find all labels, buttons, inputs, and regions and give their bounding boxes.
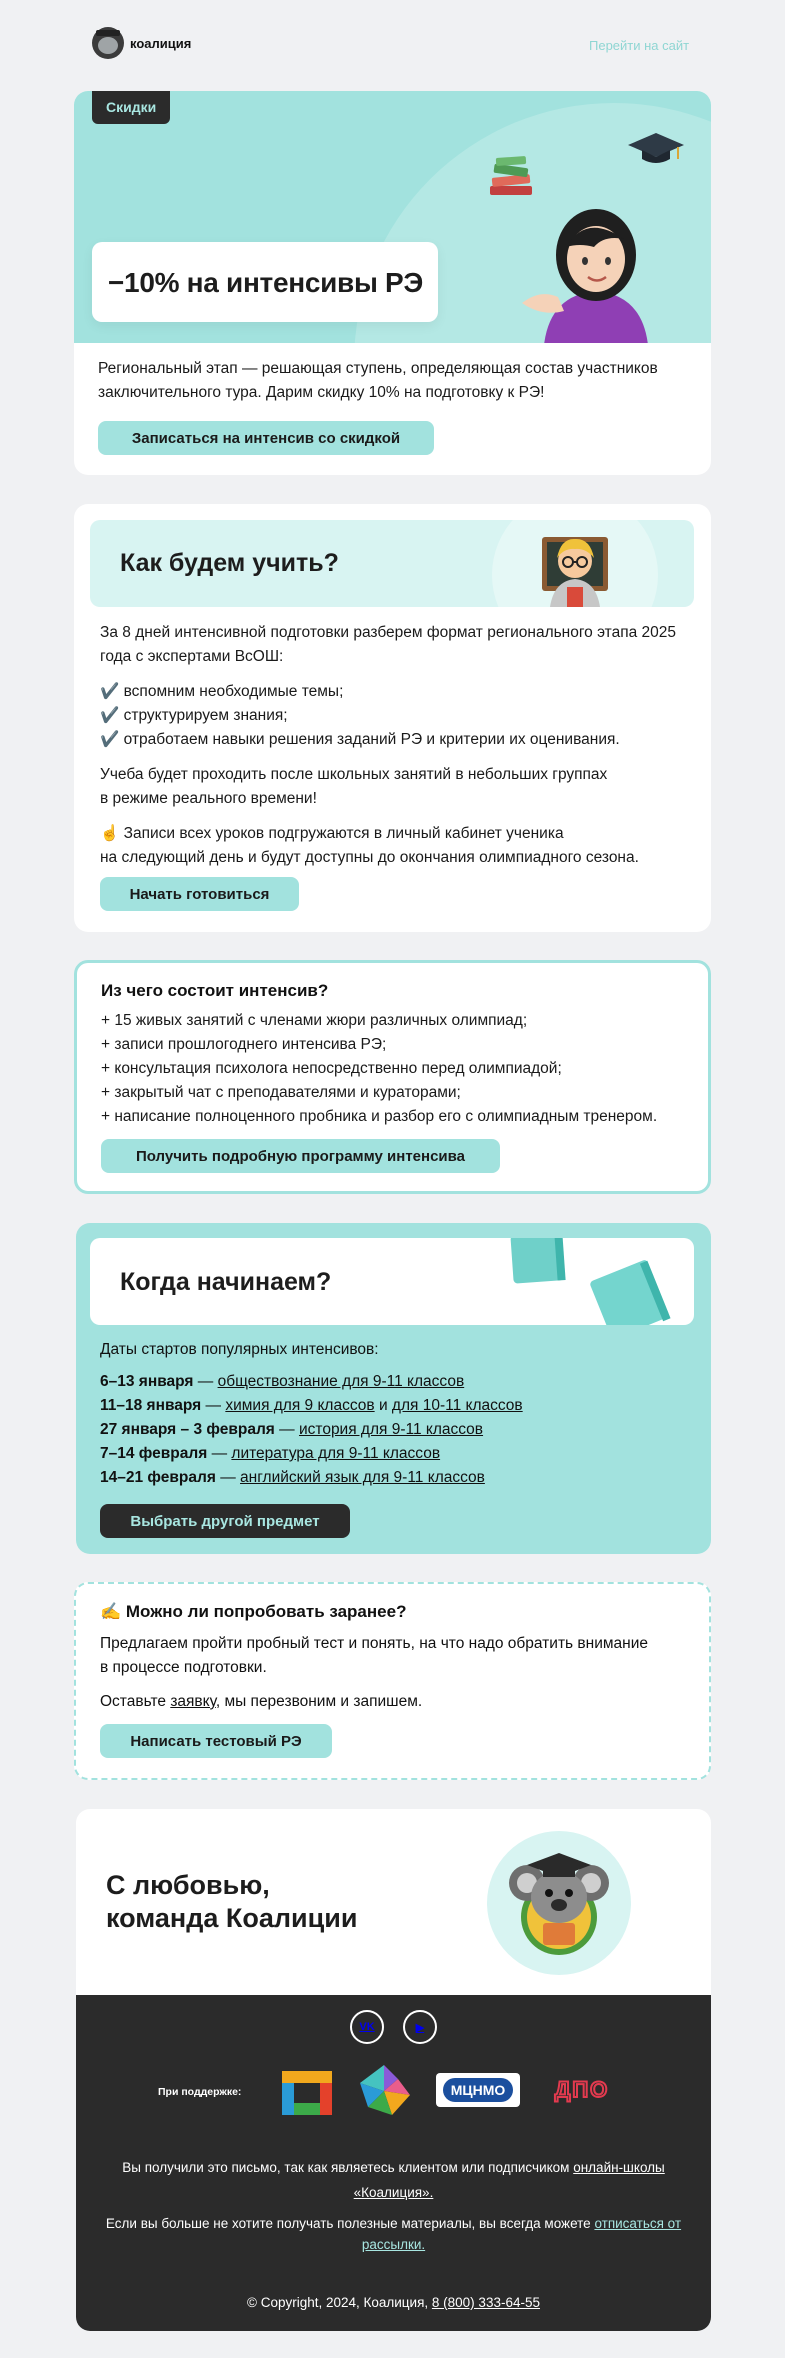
promo-headline: −10% на интенсивы РЭ	[108, 267, 424, 298]
start-preparing-button[interactable]: Начать готовиться	[100, 877, 299, 911]
start-dates-card	[76, 1223, 711, 1554]
trial-title: ✍️ Можно ли попробовать заранее?	[100, 1602, 407, 1621]
date-row: 7–14 февраля — литература для 9-11 классов	[100, 1445, 441, 1462]
promo-hero	[74, 91, 711, 343]
how-we-teach-card	[74, 504, 711, 932]
course-link[interactable]: химия для 9 классов	[225, 1397, 375, 1414]
list-item: + записи прошлогоднего интенсива РЭ;	[101, 1036, 387, 1053]
when-title: Когда начинаем?	[120, 1268, 332, 1296]
promo-card	[74, 91, 711, 475]
go-to-site-link[interactable]: Перейти на сайт	[589, 38, 690, 53]
contents-list	[101, 1009, 657, 1129]
write-test-button[interactable]: Написать тестовый РЭ	[100, 1724, 332, 1758]
trial-text: Предлагаем пройти пробный тест и понять, на что надо обратить внимание в процессе подготовки.	[100, 1635, 648, 1676]
enroll-discount-button[interactable]: Записаться на интенсив со скидкой	[98, 421, 434, 455]
signoff-text: С любовью, команда Коалиции	[106, 1870, 358, 1933]
phone-link[interactable]: 8 (800) 333-64-55	[431, 2295, 540, 2310]
signoff-card	[76, 1809, 711, 1995]
trial-body	[100, 1632, 680, 1724]
course-link[interactable]: английский язык для 9-11 классов	[240, 1469, 485, 1486]
date-row: 27 января – 3 февраля — история для 9-11 классов	[100, 1421, 484, 1438]
promo-headline-box	[92, 242, 438, 322]
choose-subject-button[interactable]: Выбрать другой предмет	[100, 1504, 350, 1538]
partner-logo-mcnmo[interactable]: МЦНМО	[436, 2073, 520, 2107]
koala-logo-icon	[92, 27, 124, 59]
contents-title: Из чего состоит интенсив?	[101, 981, 329, 1000]
list-item: + закрытый чат с преподавателями и кураторами;	[101, 1084, 461, 1101]
graduation-cap-icon	[626, 129, 686, 169]
how-banner	[90, 520, 694, 607]
notebook-icon	[506, 1238, 576, 1286]
partner-logo-fund[interactable]	[278, 2063, 338, 2119]
intensive-contents-card	[74, 960, 711, 1194]
how-title: Как будем учить?	[120, 549, 339, 577]
unsubscribe-link[interactable]: отписаться от рассылки.	[361, 2216, 682, 2252]
check-item: ✔️ вспомним необходимые темы;	[100, 683, 344, 700]
when-intro: Даты стартов популярных интенсивов:	[100, 1341, 379, 1358]
girl-tipping-hand-icon	[520, 199, 660, 343]
how-intro: За 8 дней интенсивной подготовки разберем формат регионального этапа 2025 года с экспертами ВсОШ:	[100, 624, 677, 665]
check-mark-icon: ✔️	[100, 707, 120, 724]
when-banner	[90, 1238, 694, 1325]
notebook-icon	[586, 1258, 682, 1325]
list-item: + консультация психолога непосредственно перед олимпиадой;	[101, 1060, 562, 1077]
partner-logo-star[interactable]	[356, 2061, 412, 2119]
copyright: © Copyright, 2024, Коалиция, 8 (800) 333-64-55	[247, 2295, 540, 2310]
trial-test-card	[74, 1582, 711, 1780]
how-schedule: Учеба будет проходить после школьных занятий в небольших группах в режиме реального времени!	[100, 766, 608, 807]
email-header	[0, 0, 785, 90]
brand-logo[interactable]	[92, 27, 191, 59]
brand-name: коалиция	[130, 35, 192, 51]
support-label: При поддержке:	[158, 2086, 242, 2098]
subscription-notice: Вы получили это письмо, так как являетесь клиентом или подписчиком онлайн-школы «Коалиция».	[122, 2160, 665, 2200]
check-mark-icon: ✔️	[100, 731, 120, 748]
date-row: 14–21 февраля — английский язык для 9-11 классов	[100, 1469, 485, 1486]
list-item: + 15 живых занятий с членами жюри различных олимпиад;	[101, 1012, 528, 1029]
check-mark-icon: ✔️	[100, 683, 120, 700]
get-program-button[interactable]: Получить подробную программу интенсива	[101, 1139, 500, 1173]
email-footer	[76, 1995, 711, 2331]
check-item: ✔️ структурируем знания;	[100, 707, 288, 724]
books-icon	[486, 154, 536, 200]
course-link[interactable]: история для 9-11 классов	[298, 1421, 484, 1438]
unsubscribe-notice: Если вы больше не хотите получать полезные материалы, вы всегда можете отписаться от рассылки.	[105, 2216, 682, 2252]
youtube-icon[interactable]: ▶	[403, 2010, 437, 2044]
date-row: 11–18 января — химия для 9 классов и для 10-11 классов	[100, 1397, 523, 1414]
vk-icon[interactable]: VK	[350, 2010, 384, 2044]
start-dates-list	[100, 1370, 523, 1490]
course-link[interactable]: для 10-11 классов	[391, 1397, 523, 1414]
trial-leave-request: Оставьте заявку, мы перезвоним и запишем.	[100, 1693, 423, 1710]
list-item: + написание полноценного пробника и разбор его с олимпиадным тренером.	[101, 1108, 658, 1125]
promo-text: Региональный этап — решающая ступень, определяющая состав участников заключительного тура. Дарим скидку 10% на подготовку к РЭ!	[98, 360, 658, 401]
koala-mascot	[487, 1831, 631, 1975]
course-link[interactable]: литература для 9-11 классов	[231, 1445, 441, 1462]
how-records: ☝️ Записи всех уроков подгружаются в личный кабинет ученика на следующий день и будут доступны до окончания олимпиадного сезона.	[100, 825, 639, 866]
school-link[interactable]: онлайн-школы «Коалиция».	[353, 2160, 665, 2200]
course-link[interactable]: обществознание для 9-11 классов	[217, 1373, 465, 1390]
check-item: ✔️ отработаем навыки решения заданий РЭ и критерии их оценивания.	[100, 731, 620, 748]
discount-tag: Скидки	[92, 91, 170, 124]
request-link[interactable]: заявку	[170, 1693, 216, 1710]
teacher-icon	[538, 527, 612, 607]
koala-mascot-icon	[487, 1831, 631, 1975]
partner-logo-dpo[interactable]: ДПО	[554, 2077, 610, 2102]
date-row: 6–13 января — обществознание для 9-11 классов	[100, 1373, 465, 1390]
pointing-finger-icon: ☝️	[100, 825, 120, 842]
how-checklist	[100, 680, 685, 752]
how-body	[100, 621, 685, 881]
